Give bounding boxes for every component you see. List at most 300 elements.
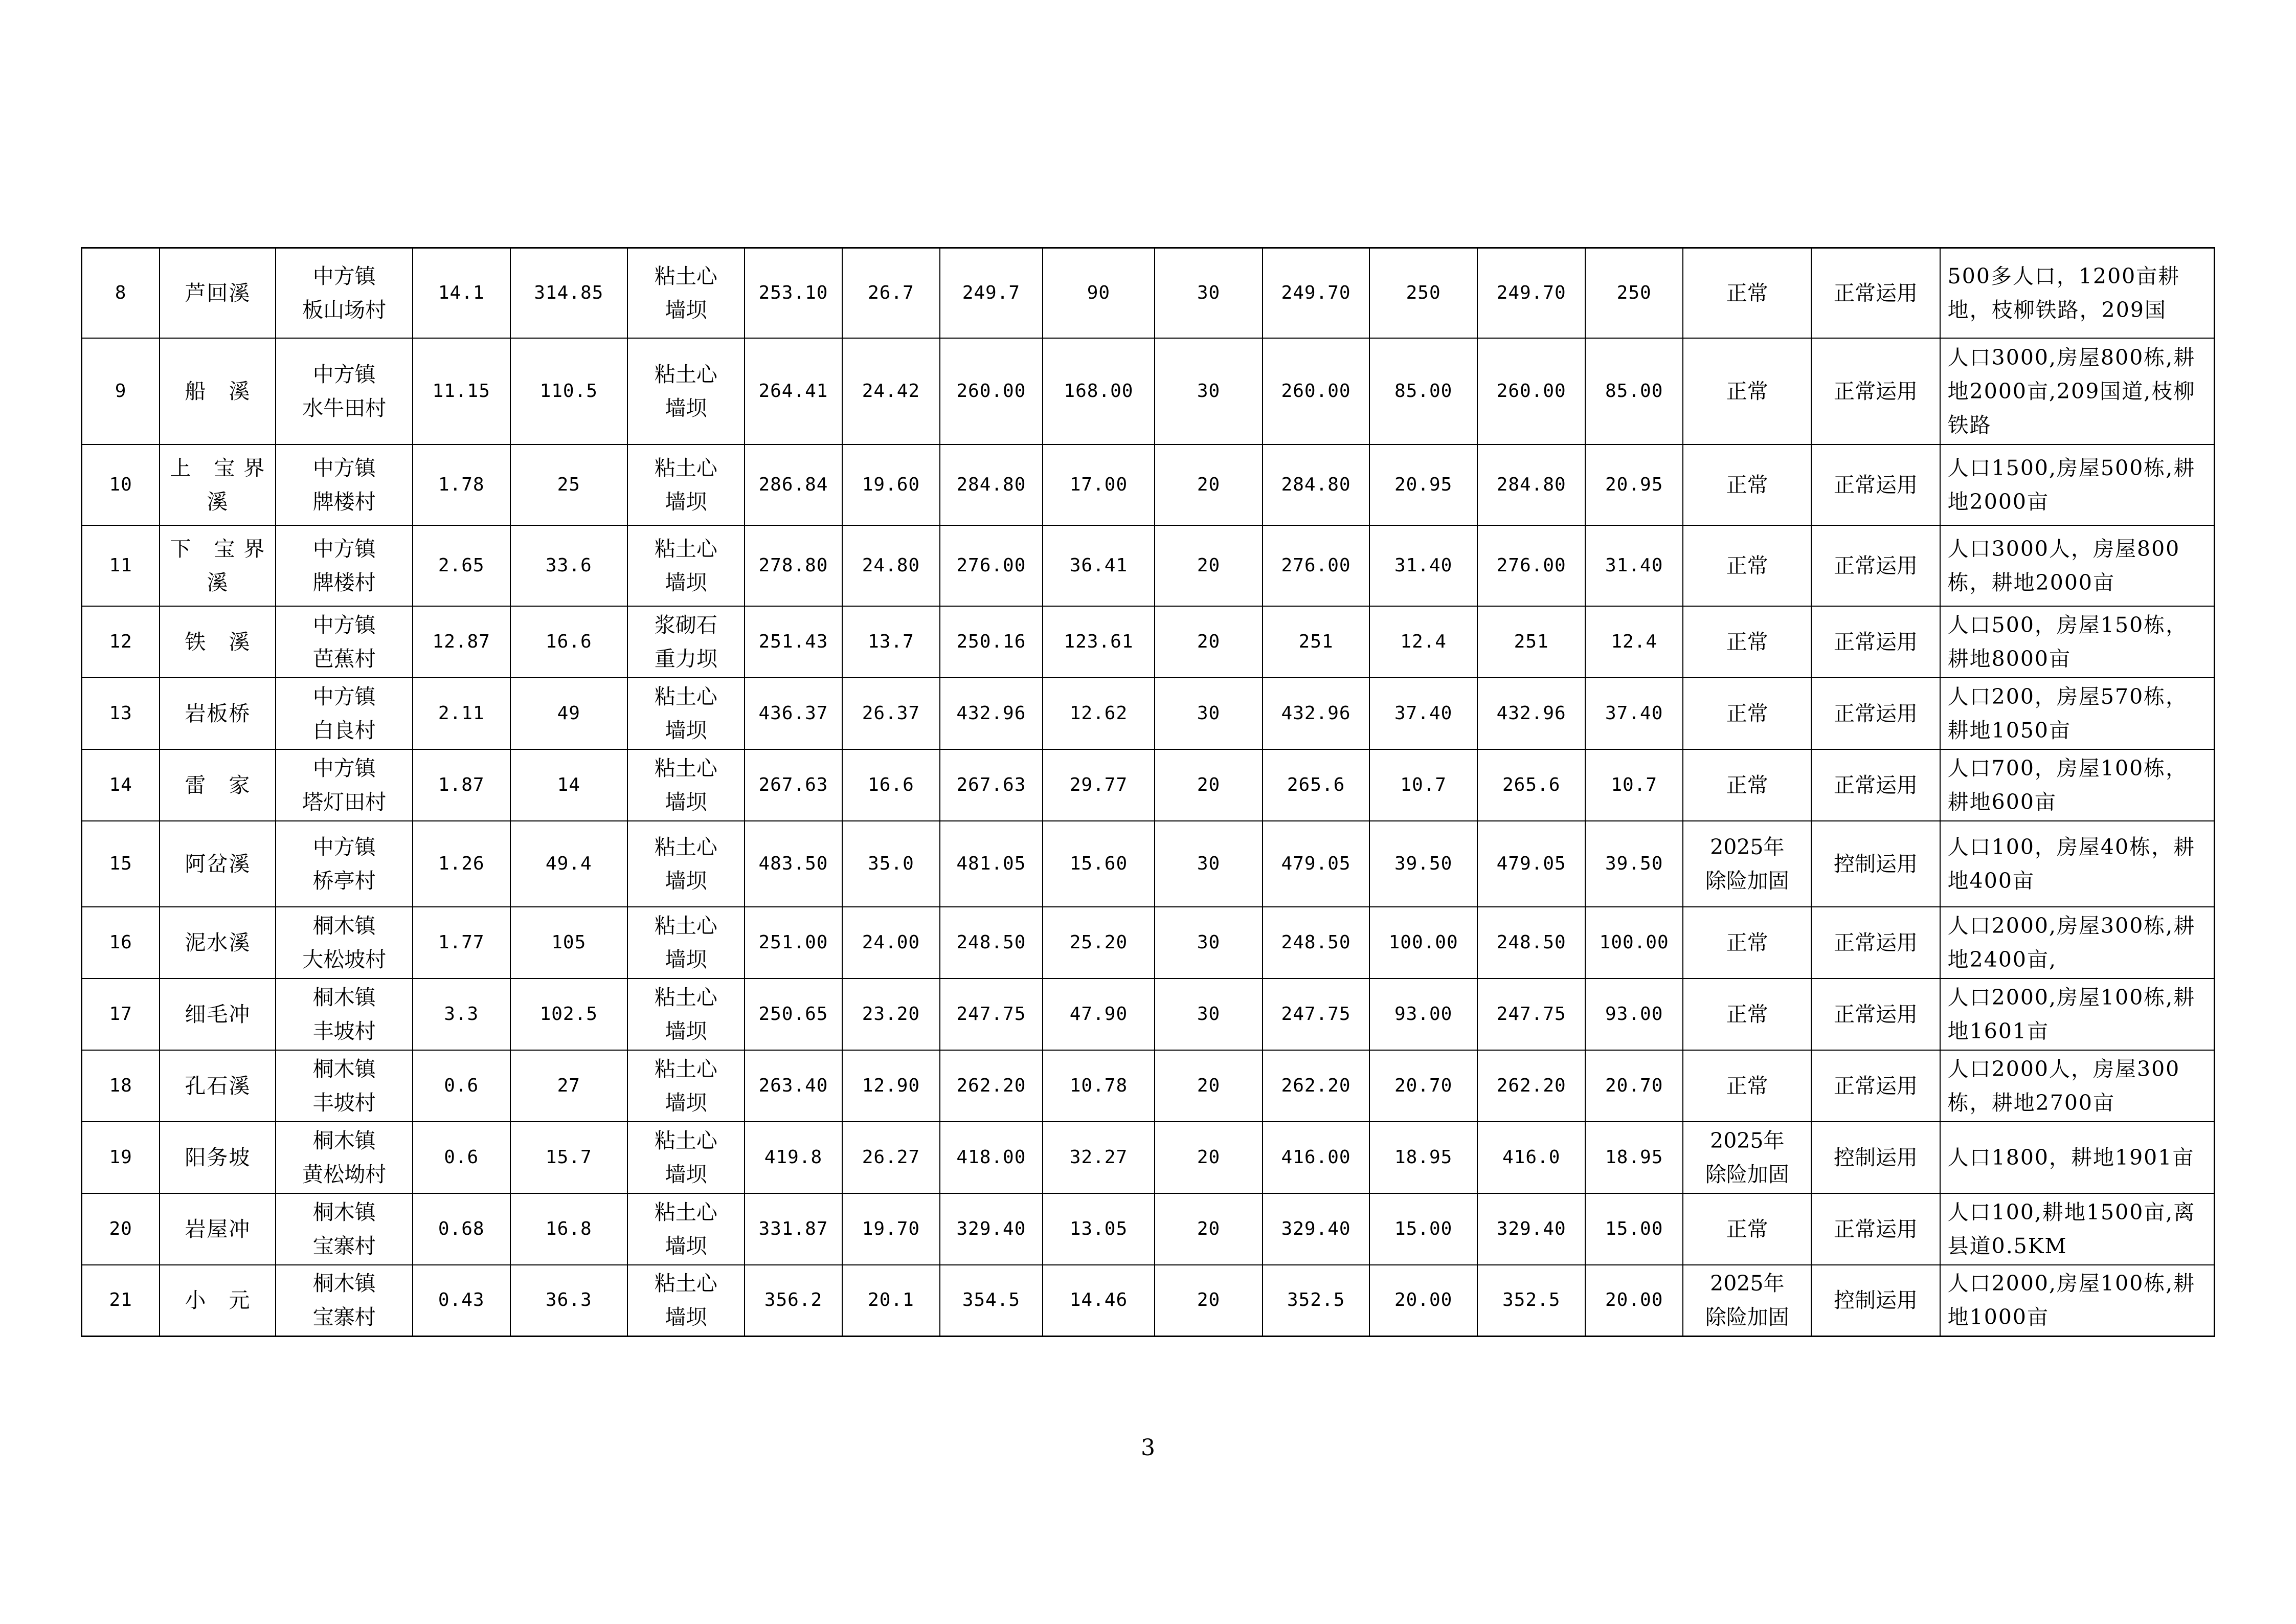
cell-value-3: 276.00 — [940, 525, 1043, 606]
cell-operation: 正常运用 — [1811, 1050, 1940, 1122]
cell-status — [1683, 907, 1811, 978]
cell-catchment-area: 2.11 — [413, 678, 510, 749]
cell-value-2: 26.27 — [842, 1122, 940, 1193]
cell-no: 13 — [82, 678, 160, 749]
cell-operation: 正常运用 — [1811, 1193, 1940, 1265]
cell-value-8: 284.80 — [1477, 444, 1585, 525]
cell-dam-type — [627, 1122, 745, 1193]
cell-catchment-area: 0.6 — [413, 1050, 510, 1122]
cell-value-8: 248.50 — [1477, 907, 1585, 978]
cell-location-line: 大松坡村 — [302, 947, 387, 972]
cell-value-5: 20 — [1155, 525, 1263, 606]
cell-dam-type-line: 墙坝 — [665, 947, 707, 972]
cell-value-7: 250 — [1369, 248, 1477, 338]
cell-total-volume: 25 — [510, 444, 627, 525]
cell-location-line: 中方镇 — [312, 263, 376, 288]
cell-value-5: 20 — [1155, 1265, 1263, 1337]
cell-catchment-area: 11.15 — [413, 338, 510, 444]
cell-dam-type — [627, 248, 745, 338]
cell-value-4: 13.05 — [1043, 1193, 1155, 1265]
cell-total-volume: 36.3 — [510, 1265, 627, 1337]
table-row — [82, 525, 2215, 606]
cell-status — [1683, 1193, 1811, 1265]
cell-location — [276, 1122, 412, 1193]
cell-notes: 人口100，房屋40栋，耕地400亩 — [1940, 821, 2215, 907]
cell-location — [276, 248, 412, 338]
cell-reservoir-name: 铁 溪 — [160, 606, 276, 678]
cell-reservoir-name: 雷 家 — [160, 749, 276, 821]
cell-no: 12 — [82, 606, 160, 678]
cell-location-line: 中方镇 — [312, 755, 376, 781]
cell-value-8: 329.40 — [1477, 1193, 1585, 1265]
cell-value-1: 267.63 — [745, 749, 842, 821]
cell-dam-type-line: 墙坝 — [665, 1090, 707, 1115]
cell-value-3: 267.63 — [940, 749, 1043, 821]
cell-catchment-area: 0.6 — [413, 1122, 510, 1193]
cell-value-1: 253.10 — [745, 248, 842, 338]
cell-notes: 人口100,耕地1500亩,离县道0.5KM — [1940, 1193, 2215, 1265]
cell-value-6: 479.05 — [1263, 821, 1369, 907]
cell-value-4: 12.62 — [1043, 678, 1155, 749]
cell-status — [1683, 525, 1811, 606]
cell-status — [1683, 749, 1811, 821]
cell-operation: 正常运用 — [1811, 606, 1940, 678]
cell-status-line: 除险加固 — [1705, 1162, 1789, 1187]
cell-no: 8 — [82, 248, 160, 338]
cell-location-line: 中方镇 — [312, 834, 376, 859]
cell-value-2: 19.70 — [842, 1193, 940, 1265]
cell-location-line: 中方镇 — [312, 455, 376, 480]
cell-notes: 人口2000人，房屋300栋，耕地2700亩 — [1940, 1050, 2215, 1122]
cell-location-line: 牌楼村 — [312, 489, 376, 514]
cell-operation: 控制运用 — [1811, 1122, 1940, 1193]
cell-catchment-area: 12.87 — [413, 606, 510, 678]
cell-total-volume: 15.7 — [510, 1122, 627, 1193]
cell-value-9: 39.50 — [1585, 821, 1683, 907]
cell-reservoir-name: 岩屋冲 — [160, 1193, 276, 1265]
cell-dam-type — [627, 1265, 745, 1337]
cell-value-6: 352.5 — [1263, 1265, 1369, 1337]
cell-location-line: 中方镇 — [312, 684, 376, 709]
cell-value-7: 20.70 — [1369, 1050, 1477, 1122]
cell-catchment-area: 0.43 — [413, 1265, 510, 1337]
cell-status — [1683, 678, 1811, 749]
cell-location-line: 桐木镇 — [312, 1199, 376, 1225]
cell-location-line: 牌楼村 — [312, 570, 376, 595]
cell-no: 11 — [82, 525, 160, 606]
cell-value-2: 35.0 — [842, 821, 940, 907]
cell-value-2: 19.60 — [842, 444, 940, 525]
cell-dam-type — [627, 678, 745, 749]
cell-value-8: 251 — [1477, 606, 1585, 678]
cell-no: 15 — [82, 821, 160, 907]
cell-status — [1683, 1265, 1811, 1337]
cell-reservoir-name: 芦回溪 — [160, 248, 276, 338]
cell-status-line: 正常 — [1726, 472, 1768, 497]
cell-status-line: 除险加固 — [1705, 868, 1789, 893]
cell-operation: 控制运用 — [1811, 821, 1940, 907]
cell-value-4: 17.00 — [1043, 444, 1155, 525]
cell-value-4: 15.60 — [1043, 821, 1155, 907]
cell-dam-type-line: 墙坝 — [665, 489, 707, 514]
cell-value-2: 23.20 — [842, 978, 940, 1050]
cell-status-line: 正常 — [1726, 553, 1768, 578]
cell-no: 21 — [82, 1265, 160, 1337]
cell-value-9: 85.00 — [1585, 338, 1683, 444]
cell-status-line: 正常 — [1726, 1002, 1768, 1027]
cell-no: 16 — [82, 907, 160, 978]
cell-value-1: 251.43 — [745, 606, 842, 678]
cell-location — [276, 678, 412, 749]
cell-total-volume: 49.4 — [510, 821, 627, 907]
cell-dam-type-line: 墙坝 — [665, 1018, 707, 1043]
cell-catchment-area: 14.1 — [413, 248, 510, 338]
cell-value-5: 20 — [1155, 606, 1263, 678]
table-row — [82, 444, 2215, 525]
cell-dam-type-line: 墙坝 — [665, 868, 707, 893]
cell-value-6: 265.6 — [1263, 749, 1369, 821]
cell-value-7: 20.95 — [1369, 444, 1477, 525]
cell-dam-type-line: 粘土心 — [654, 985, 717, 1010]
cell-dam-type-line: 墙坝 — [665, 1305, 707, 1330]
cell-notes: 500多人口，1200亩耕地，枝柳铁路，209国 — [1940, 248, 2215, 338]
cell-total-volume: 16.8 — [510, 1193, 627, 1265]
cell-total-volume: 16.6 — [510, 606, 627, 678]
cell-location — [276, 444, 412, 525]
cell-status-line: 正常 — [1726, 1073, 1768, 1098]
cell-total-volume: 110.5 — [510, 338, 627, 444]
cell-value-5: 20 — [1155, 444, 1263, 525]
cell-value-6: 249.70 — [1263, 248, 1369, 338]
cell-no: 20 — [82, 1193, 160, 1265]
cell-no: 14 — [82, 749, 160, 821]
cell-value-3: 250.16 — [940, 606, 1043, 678]
cell-location-line: 桥亭村 — [312, 868, 376, 893]
cell-value-4: 90 — [1043, 248, 1155, 338]
cell-value-7: 31.40 — [1369, 525, 1477, 606]
cell-value-3: 418.00 — [940, 1122, 1043, 1193]
cell-value-3: 249.7 — [940, 248, 1043, 338]
cell-value-8: 260.00 — [1477, 338, 1585, 444]
cell-dam-type — [627, 978, 745, 1050]
cell-reservoir-name: 阿岔溪 — [160, 821, 276, 907]
cell-catchment-area: 2.65 — [413, 525, 510, 606]
cell-dam-type-line: 粘土心 — [654, 834, 717, 859]
cell-value-7: 10.7 — [1369, 749, 1477, 821]
cell-notes: 人口500，房屋150栋，耕地8000亩 — [1940, 606, 2215, 678]
cell-value-5: 20 — [1155, 1050, 1263, 1122]
cell-location-line: 白良村 — [312, 718, 376, 743]
cell-value-7: 39.50 — [1369, 821, 1477, 907]
cell-reservoir-name: 孔石溪 — [160, 1050, 276, 1122]
table-row — [82, 821, 2215, 907]
cell-dam-type-line: 粘土心 — [654, 1056, 717, 1081]
cell-value-3: 432.96 — [940, 678, 1043, 749]
cell-operation: 正常运用 — [1811, 248, 1940, 338]
cell-value-9: 15.00 — [1585, 1193, 1683, 1265]
cell-total-volume: 49 — [510, 678, 627, 749]
cell-value-3: 262.20 — [940, 1050, 1043, 1122]
cell-value-8: 276.00 — [1477, 525, 1585, 606]
cell-dam-type-line: 粘土心 — [654, 362, 717, 387]
table-row — [82, 606, 2215, 678]
cell-value-9: 20.95 — [1585, 444, 1683, 525]
table-row — [82, 248, 2215, 338]
cell-status — [1683, 821, 1811, 907]
cell-location — [276, 749, 412, 821]
cell-location — [276, 338, 412, 444]
cell-dam-type — [627, 525, 745, 606]
cell-no: 10 — [82, 444, 160, 525]
cell-dam-type-line: 粘土心 — [654, 455, 717, 480]
cell-total-volume: 102.5 — [510, 978, 627, 1050]
cell-no: 19 — [82, 1122, 160, 1193]
cell-dam-type — [627, 821, 745, 907]
cell-status-line: 正常 — [1726, 701, 1768, 726]
cell-status — [1683, 978, 1811, 1050]
cell-location-line: 丰坡村 — [312, 1018, 376, 1043]
cell-dam-type — [627, 444, 745, 525]
cell-value-4: 123.61 — [1043, 606, 1155, 678]
table-row — [82, 1050, 2215, 1122]
cell-value-6: 432.96 — [1263, 678, 1369, 749]
cell-no: 18 — [82, 1050, 160, 1122]
cell-value-1: 331.87 — [745, 1193, 842, 1265]
cell-location — [276, 907, 412, 978]
cell-location-line: 芭蕉村 — [312, 646, 376, 671]
cell-value-8: 247.75 — [1477, 978, 1585, 1050]
cell-value-8: 262.20 — [1477, 1050, 1585, 1122]
cell-total-volume: 27 — [510, 1050, 627, 1122]
cell-location — [276, 1193, 412, 1265]
cell-location-line: 塔灯田村 — [302, 789, 387, 814]
cell-notes: 人口2000,房屋100栋,耕地1000亩 — [1940, 1265, 2215, 1337]
reservoir-table — [81, 247, 2215, 1337]
cell-status — [1683, 444, 1811, 525]
cell-status-line: 2025年 — [1710, 1271, 1785, 1296]
cell-value-6: 262.20 — [1263, 1050, 1369, 1122]
cell-catchment-area: 1.78 — [413, 444, 510, 525]
cell-value-4: 47.90 — [1043, 978, 1155, 1050]
cell-location — [276, 1265, 412, 1337]
cell-value-6: 284.80 — [1263, 444, 1369, 525]
cell-value-7: 18.95 — [1369, 1122, 1477, 1193]
cell-total-volume: 105 — [510, 907, 627, 978]
cell-operation: 正常运用 — [1811, 678, 1940, 749]
cell-value-9: 37.40 — [1585, 678, 1683, 749]
cell-value-5: 30 — [1155, 907, 1263, 978]
table-row — [82, 678, 2215, 749]
cell-dam-type-line: 墙坝 — [665, 718, 707, 743]
cell-total-volume: 33.6 — [510, 525, 627, 606]
cell-location-line: 宝寨村 — [312, 1233, 376, 1258]
cell-value-9: 250 — [1585, 248, 1683, 338]
cell-catchment-area: 1.77 — [413, 907, 510, 978]
cell-location-line: 宝寨村 — [312, 1305, 376, 1330]
cell-notes: 人口1800，耕地1901亩 — [1940, 1122, 2215, 1193]
cell-operation: 正常运用 — [1811, 444, 1940, 525]
cell-status-line: 除险加固 — [1705, 1305, 1789, 1330]
cell-status-line: 正常 — [1726, 930, 1768, 955]
cell-value-3: 247.75 — [940, 978, 1043, 1050]
page-number: 3 — [1141, 1435, 1155, 1461]
cell-catchment-area: 1.26 — [413, 821, 510, 907]
cell-dam-type-line: 墙坝 — [665, 1233, 707, 1258]
cell-value-6: 329.40 — [1263, 1193, 1369, 1265]
cell-value-1: 356.2 — [745, 1265, 842, 1337]
cell-value-4: 10.78 — [1043, 1050, 1155, 1122]
cell-value-9: 31.40 — [1585, 525, 1683, 606]
cell-value-5: 30 — [1155, 678, 1263, 749]
cell-value-5: 20 — [1155, 1193, 1263, 1265]
cell-notes: 人口200，房屋570栋，耕地1050亩 — [1940, 678, 2215, 749]
cell-value-9: 93.00 — [1585, 978, 1683, 1050]
cell-value-8: 249.70 — [1477, 248, 1585, 338]
cell-value-2: 20.1 — [842, 1265, 940, 1337]
cell-value-4: 25.20 — [1043, 907, 1155, 978]
cell-location-line: 板山场村 — [302, 297, 387, 322]
cell-value-6: 251 — [1263, 606, 1369, 678]
cell-notes: 人口3000人，房屋800栋，耕地2000亩 — [1940, 525, 2215, 606]
cell-value-5: 20 — [1155, 1122, 1263, 1193]
cell-value-1: 278.80 — [745, 525, 842, 606]
cell-value-1: 286.84 — [745, 444, 842, 525]
cell-operation: 控制运用 — [1811, 1265, 1940, 1337]
cell-dam-type-line: 墙坝 — [665, 789, 707, 814]
cell-value-3: 248.50 — [940, 907, 1043, 978]
cell-operation: 正常运用 — [1811, 525, 1940, 606]
cell-value-7: 20.00 — [1369, 1265, 1477, 1337]
cell-value-6: 416.00 — [1263, 1122, 1369, 1193]
cell-value-3: 329.40 — [940, 1193, 1043, 1265]
cell-dam-type — [627, 749, 745, 821]
cell-operation: 正常运用 — [1811, 907, 1940, 978]
cell-value-8: 416.0 — [1477, 1122, 1585, 1193]
cell-dam-type — [627, 907, 745, 978]
cell-value-1: 483.50 — [745, 821, 842, 907]
cell-catchment-area: 1.87 — [413, 749, 510, 821]
cell-value-2: 13.7 — [842, 606, 940, 678]
cell-value-1: 263.40 — [745, 1050, 842, 1122]
cell-value-2: 12.90 — [842, 1050, 940, 1122]
table-row — [82, 1122, 2215, 1193]
cell-status-line: 正常 — [1726, 280, 1768, 305]
cell-dam-type-line: 粘土心 — [654, 755, 717, 781]
cell-status — [1683, 1050, 1811, 1122]
cell-value-9: 12.4 — [1585, 606, 1683, 678]
cell-location-line: 黄松坳村 — [302, 1162, 387, 1187]
cell-value-5: 30 — [1155, 978, 1263, 1050]
table-row — [82, 749, 2215, 821]
cell-location-line: 桐木镇 — [312, 913, 376, 938]
cell-notes: 人口3000,房屋800栋,耕地2000亩,209国道,枝柳铁路 — [1940, 338, 2215, 444]
cell-total-volume: 14 — [510, 749, 627, 821]
cell-value-1: 419.8 — [745, 1122, 842, 1193]
cell-status-line: 2025年 — [1710, 834, 1785, 859]
cell-location-line: 桐木镇 — [312, 1271, 376, 1296]
cell-location — [276, 1050, 412, 1122]
cell-dam-type-line: 墙坝 — [665, 570, 707, 595]
cell-value-1: 251.00 — [745, 907, 842, 978]
cell-value-5: 30 — [1155, 248, 1263, 338]
cell-value-8: 352.5 — [1477, 1265, 1585, 1337]
cell-reservoir-name: 小 元 — [160, 1265, 276, 1337]
cell-dam-type-line: 墙坝 — [665, 1162, 707, 1187]
cell-location-line: 中方镇 — [312, 536, 376, 561]
table-row — [82, 1265, 2215, 1337]
cell-reservoir-name: 细毛冲 — [160, 978, 276, 1050]
cell-value-7: 12.4 — [1369, 606, 1477, 678]
cell-value-7: 85.00 — [1369, 338, 1477, 444]
table-body — [82, 248, 2215, 1337]
cell-no: 17 — [82, 978, 160, 1050]
cell-location — [276, 606, 412, 678]
cell-dam-type-line: 墙坝 — [665, 297, 707, 322]
cell-value-3: 260.00 — [940, 338, 1043, 444]
cell-value-7: 15.00 — [1369, 1193, 1477, 1265]
cell-dam-type-line: 浆砌石 — [654, 612, 717, 637]
table-row — [82, 338, 2215, 444]
cell-value-4: 168.00 — [1043, 338, 1155, 444]
cell-value-1: 436.37 — [745, 678, 842, 749]
cell-value-4: 36.41 — [1043, 525, 1155, 606]
cell-location-line: 桐木镇 — [312, 1056, 376, 1081]
cell-status-line: 正常 — [1726, 379, 1768, 404]
cell-dam-type-line: 粘土心 — [654, 263, 717, 288]
cell-value-6: 247.75 — [1263, 978, 1369, 1050]
cell-dam-type-line: 粘土心 — [654, 1271, 717, 1296]
cell-dam-type — [627, 1050, 745, 1122]
cell-value-7: 93.00 — [1369, 978, 1477, 1050]
cell-value-3: 354.5 — [940, 1265, 1043, 1337]
cell-dam-type-line: 粘土心 — [654, 913, 717, 938]
cell-operation: 正常运用 — [1811, 749, 1940, 821]
cell-notes: 人口700，房屋100栋，耕地600亩 — [1940, 749, 2215, 821]
cell-value-3: 481.05 — [940, 821, 1043, 907]
cell-value-5: 20 — [1155, 749, 1263, 821]
cell-reservoir-name: 船 溪 — [160, 338, 276, 444]
cell-location-line: 丰坡村 — [312, 1090, 376, 1115]
cell-dam-type-line: 粘土心 — [654, 1199, 717, 1225]
cell-status-line: 正常 — [1726, 1216, 1768, 1241]
cell-value-4: 32.27 — [1043, 1122, 1155, 1193]
cell-location — [276, 821, 412, 907]
cell-location-line: 水牛田村 — [302, 395, 387, 420]
cell-status — [1683, 338, 1811, 444]
cell-location — [276, 525, 412, 606]
cell-value-8: 265.6 — [1477, 749, 1585, 821]
cell-notes: 人口1500,房屋500栋,耕地2000亩 — [1940, 444, 2215, 525]
cell-reservoir-name: 泥水溪 — [160, 907, 276, 978]
cell-catchment-area: 3.3 — [413, 978, 510, 1050]
cell-reservoir-name: 岩板桥 — [160, 678, 276, 749]
cell-value-2: 24.42 — [842, 338, 940, 444]
cell-notes: 人口2000,房屋100栋,耕地1601亩 — [1940, 978, 2215, 1050]
cell-dam-type-line: 粘土心 — [654, 684, 717, 709]
cell-location-line: 桐木镇 — [312, 1128, 376, 1153]
cell-status-line: 正常 — [1726, 772, 1768, 797]
cell-value-5: 30 — [1155, 821, 1263, 907]
cell-value-8: 432.96 — [1477, 678, 1585, 749]
cell-value-2: 26.37 — [842, 678, 940, 749]
cell-reservoir-name: 下 宝 界 溪 — [160, 525, 276, 606]
cell-catchment-area: 0.68 — [413, 1193, 510, 1265]
cell-value-3: 284.80 — [940, 444, 1043, 525]
cell-notes: 人口2000,房屋300栋,耕地2400亩, — [1940, 907, 2215, 978]
cell-value-7: 37.40 — [1369, 678, 1477, 749]
cell-value-1: 250.65 — [745, 978, 842, 1050]
cell-dam-type-line: 粘土心 — [654, 1128, 717, 1153]
